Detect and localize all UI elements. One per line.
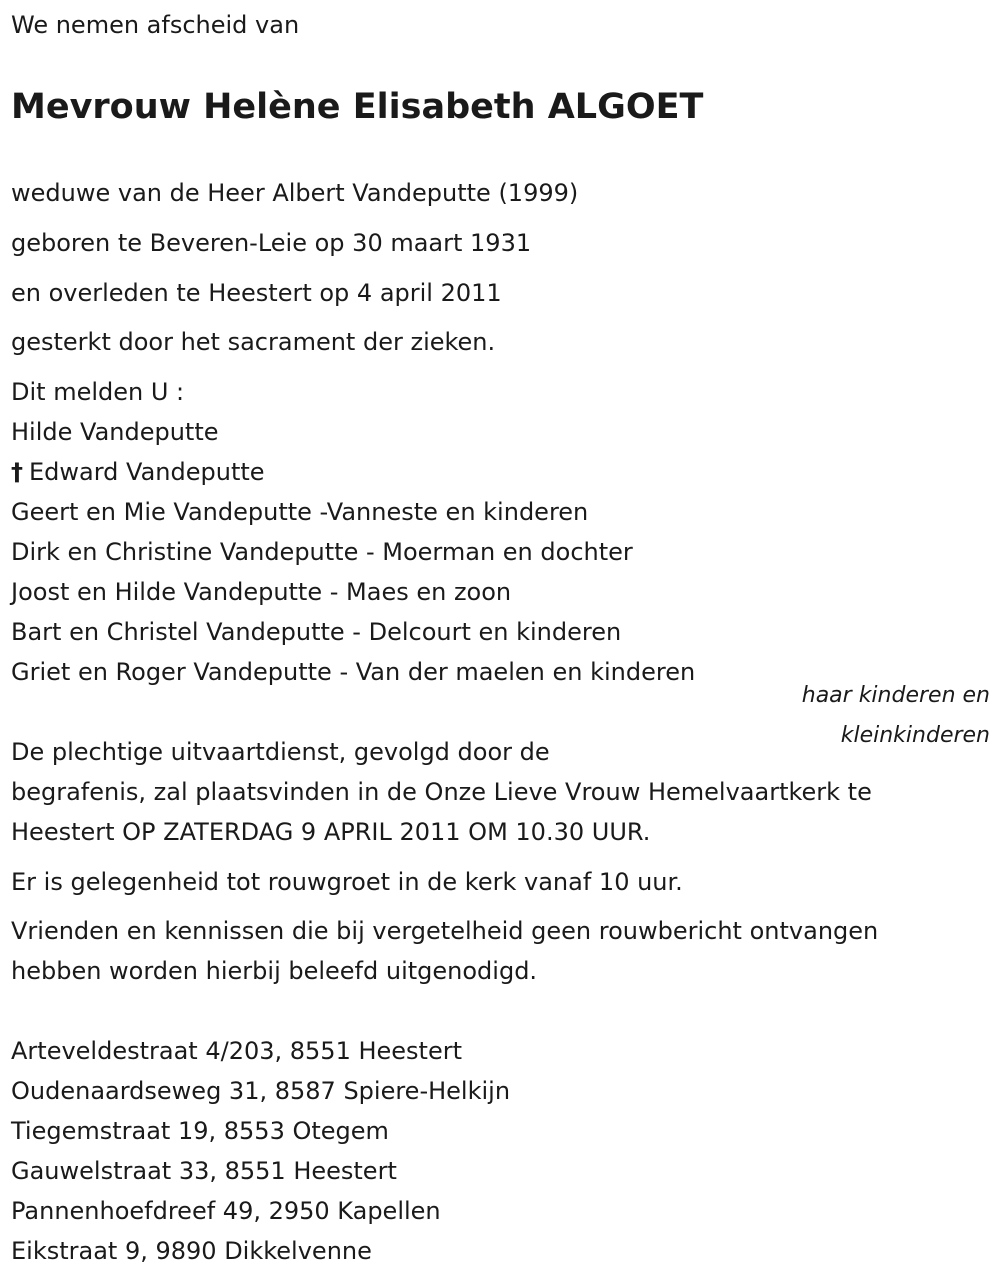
condolence-text: Er is gelegenheid tot rouwgroet in de kerk vanaf 10 uur. [11, 868, 683, 896]
invitation-line: hebben worden hierbij beleefd uitgenodigd. [11, 957, 538, 985]
announcer-name: Hilde Vandeputte [11, 418, 219, 446]
announcer-name: Dirk en Christine Vandeputte - Moerman en dochter [11, 538, 633, 566]
address-line: Pannenhoefdreef 49, 2950 Kapellen [11, 1197, 441, 1225]
address-line: Tiegemstraat 19, 8553 Otegem [11, 1117, 389, 1145]
invitation-line: Vrienden en kennissen die bij vergetelheid geen rouwbericht ontvangen [11, 917, 879, 945]
announcers-heading: Dit melden U : [11, 378, 185, 406]
announcer-name: Griet en Roger Vandeputte - Van der maelen en kinderen [11, 658, 696, 686]
relation-note-line: haar kinderen en [801, 683, 990, 708]
relation-note [802, 676, 990, 756]
address-line: Arteveldestraat 4/203, 8551 Heestert [11, 1037, 462, 1065]
announcer-name: Joost en Hilde Vandeputte - Maes en zoon [11, 578, 512, 606]
address-line: Oudenaardseweg 31, 8587 Spiere-Helkijn [11, 1077, 511, 1105]
ceremony-line: begrafenis, zal plaatsvinden in de Onze Lieve Vrouw Hemelvaartkerk te [11, 778, 872, 806]
announcer-name: Geert en Mie Vandeputte -Vanneste en kinderen [11, 498, 589, 526]
cross-icon: † [11, 458, 23, 486]
detail-sacrament: gesterkt door het sacrament der zieken. [11, 328, 496, 356]
announcer-name: Bart en Christel Vandeputte - Delcourt en kinderen [11, 618, 622, 646]
detail-widow: weduwe van de Heer Albert Vandeputte (1999) [11, 179, 579, 207]
detail-born: geboren te Beveren-Leie op 30 maart 1931 [11, 229, 532, 257]
deceased-name: Mevrouw Helène Elisabeth ALGOET [11, 87, 704, 127]
detail-died: en overleden te Heestert op 4 april 2011 [11, 279, 502, 307]
ceremony-line: Heestert OP ZATERDAG 9 APRIL 2011 OM 10.30 UUR. [11, 818, 651, 846]
ceremony-line: De plechtige uitvaartdienst, gevolgd door de [11, 738, 550, 766]
address-line: Eikstraat 9, 9890 Dikkelvenne [11, 1237, 372, 1265]
announcer-name: Edward Vandeputte [29, 458, 265, 486]
address-line: Gauwelstraat 33, 8551 Heestert [11, 1157, 397, 1185]
announcer-name-deceased [11, 457, 265, 487]
intro-text: We nemen afscheid van [11, 11, 300, 39]
relation-note-line: kleinkinderen [840, 723, 990, 748]
